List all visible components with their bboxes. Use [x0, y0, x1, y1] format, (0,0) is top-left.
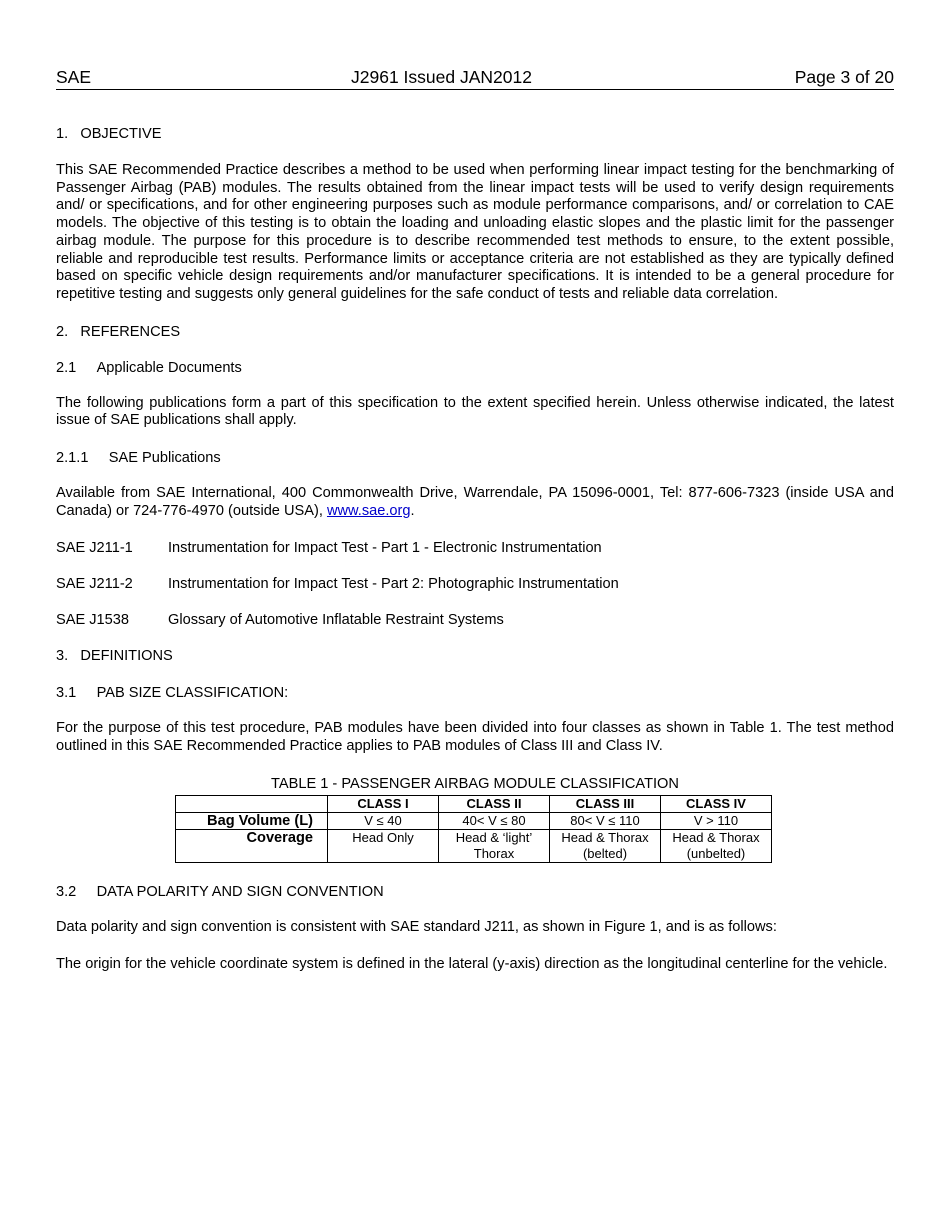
section-number: 3.2 — [56, 883, 77, 900]
header-document-id: J2961 Issued JAN2012 — [351, 67, 532, 87]
table-row-label: Coverage — [176, 829, 328, 862]
reference-title: Glossary of Automotive Inflatable Restraint Systems — [168, 612, 504, 629]
section-2-1-1-heading — [56, 449, 894, 467]
reference-item — [56, 575, 894, 593]
table-row-label: Bag Volume (L) — [176, 812, 328, 829]
availability-text: Available from SAE International, 400 Commonwealth Drive, Warrendale, PA 15096-0001, Tel: 877-606-7323 (inside USA and Canada) or 724-776-4970 (outside USA), — [56, 485, 894, 519]
page-header — [56, 67, 894, 90]
sae-website-link[interactable]: www.sae.org — [326, 502, 411, 519]
table-row — [176, 812, 772, 829]
classification-paragraph: For the purpose of this test procedure, PAB modules have been divided into four classes as shown in Table 1. The test method outlined in this SAE Recommended Practice applies to PAB modules of Class III and Class IV. — [56, 720, 894, 755]
table-column-header: CLASS I — [328, 795, 439, 812]
header-left: SAE — [56, 67, 92, 87]
table-header-row — [176, 795, 772, 812]
section-title: DEFINITIONS — [80, 648, 173, 665]
section-number: 3. — [56, 648, 69, 665]
section-1-heading — [56, 125, 894, 143]
availability-paragraph — [56, 485, 894, 520]
table-cell: 80< V ≤ 110 — [550, 812, 661, 829]
section-number: 2.1 — [56, 359, 77, 376]
section-number: 2. — [56, 323, 69, 340]
polarity-paragraph: Data polarity and sign convention is consistent with SAE standard J211, as shown in Figure 1, and is as follows: — [56, 918, 777, 935]
table-title: TABLE 1 - PASSENGER AIRBAG MODULE CLASSIFICATION — [271, 775, 679, 792]
table-cell: Head & Thorax (unbelted) — [661, 829, 772, 862]
section-title: Applicable Documents — [96, 359, 242, 376]
section-title: REFERENCES — [80, 323, 181, 340]
section-2-heading — [56, 323, 894, 341]
table-cell: Head & Thorax (belted) — [550, 829, 661, 862]
origin-paragraph: The origin for the vehicle coordinate system is defined in the lateral (y-axis) direction as the longitudinal centerline for the vehicle. — [56, 955, 888, 972]
section-title: SAE Publications — [108, 450, 221, 467]
table-cell: Head Only — [328, 829, 439, 862]
header-page-number: Page 3 of 20 — [794, 67, 894, 87]
section-number: 1. — [56, 126, 69, 142]
table-column-header: CLASS IV — [661, 795, 772, 812]
document-page — [56, 67, 894, 973]
table-cell: V > 110 — [661, 812, 772, 829]
reference-code: SAE J1538 — [56, 612, 130, 629]
section-number: 2.1.1 — [56, 450, 89, 467]
section-title: DATA POLARITY AND SIGN CONVENTION — [96, 883, 384, 900]
section-3-1-heading — [56, 684, 894, 702]
section-2-1-heading — [56, 359, 894, 377]
section-title: PAB SIZE CLASSIFICATION: — [96, 685, 289, 702]
reference-item — [56, 611, 894, 629]
section-3-heading — [56, 647, 894, 665]
section-3-2-heading — [56, 883, 894, 901]
reference-title: Instrumentation for Impact Test - Part 1 - Electronic Instrumentation — [168, 540, 602, 557]
table-cell: Head & ‘light’ Thorax — [439, 829, 550, 862]
reference-title: Instrumentation for Impact Test - Part 2: Photographic Instrumentation — [168, 576, 619, 593]
availability-end: . — [410, 502, 415, 519]
applicable-documents-paragraph: The following publications form a part of this specification to the extent specified herein. Unless otherwise indicated, the latest issue of SAE publications shall apply. — [56, 394, 894, 429]
section-number: 3.1 — [56, 685, 77, 702]
table-row — [176, 829, 772, 862]
reference-code: SAE J211-2 — [56, 576, 133, 593]
reference-item — [56, 539, 894, 557]
table-column-header: CLASS III — [550, 795, 661, 812]
reference-code: SAE J211-1 — [56, 540, 133, 557]
section-title: OBJECTIVE — [80, 126, 162, 142]
objective-paragraph: This SAE Recommended Practice describes a method to be used when performing linear impact testing for the benchmarking of Passenger Airbag (PAB) modules. The results obtained from the linear impact tests will be used to verify design requirements and/ or specifications, and for other engineering purposes such as module performance comparisons, and/ or correlation to CAE models. The objective of this testing is to obtain the loading and unloading elastic slopes and the plastic limit for the passenger airbag module. The purpose for this procedure is to describe recommended test methods to ensure, to the extent possible, reliable and reproducible test results. Performance limits or acceptance criteria are not established as they are typically defined based on specific vehicle design requirements and/or manufacturer specifications. It is intended to be a general procedure for repetitive testing and suggests only general guidelines for the safe conduct of tests and reliable data correlation. — [56, 162, 894, 302]
table-cell: 40< V ≤ 80 — [439, 812, 550, 829]
classification-table — [175, 795, 772, 863]
table-corner-cell — [176, 795, 328, 812]
table-column-header: CLASS II — [439, 795, 550, 812]
table-cell: V ≤ 40 — [328, 812, 439, 829]
